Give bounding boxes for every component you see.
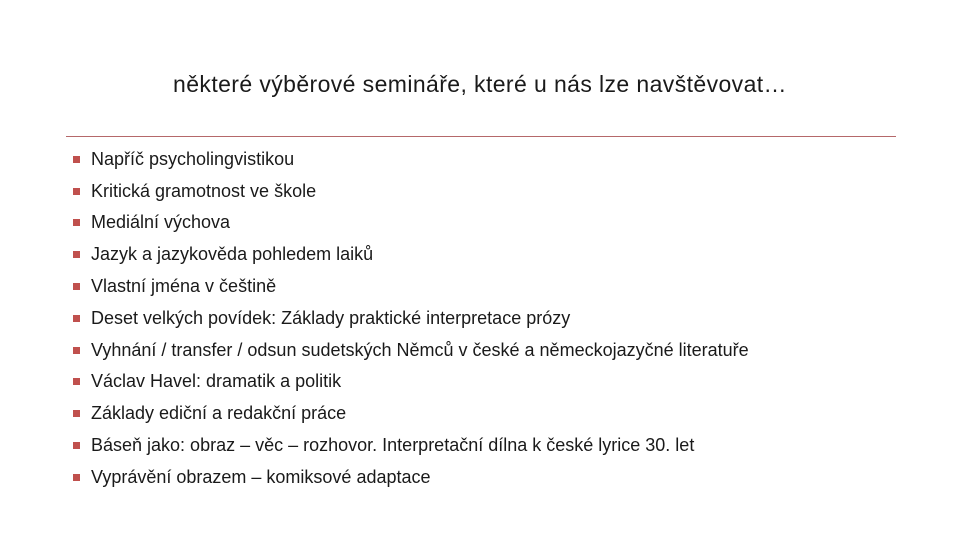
square-bullet-icon [73,283,80,290]
square-bullet-icon [73,378,80,385]
list-item [73,397,749,429]
list-item [73,461,749,493]
list-item-label: Napříč psycholingvistikou [91,148,295,169]
list-item-label: Základy ediční a redakční práce [91,403,347,424]
square-bullet-icon [73,474,80,481]
title-divider [66,136,896,137]
list-item-label: Jazyk a jazykověda pohledem laiků [91,244,374,265]
square-bullet-icon [73,410,80,417]
list-item-label: Báseň jako: obraz – věc – rozhovor. Interpretační dílna k české lyrice 30. let [91,435,695,456]
list-item [73,143,749,175]
square-bullet-icon [73,156,80,163]
square-bullet-icon [73,347,80,354]
list-item-label: Vlastní jména v češtině [91,276,277,297]
list-item [73,429,749,461]
list-item [73,207,749,239]
list-item-label: Vyhnání / transfer / odsun sudetských Němců v české a německojazyčné literatuře [91,339,749,360]
square-bullet-icon [73,219,80,226]
list-item [73,302,749,334]
list-item-label: Kritická gramotnost ve škole [91,180,317,201]
list-item-label: Vyprávění obrazem – komiksové adaptace [91,466,431,487]
slide-title: některé výběrové semináře, které u nás lze navštěvovat… [173,71,787,97]
square-bullet-icon [73,188,80,195]
list-item [73,238,749,270]
list-item [73,270,749,302]
list-item [73,334,749,366]
list-item-label: Mediální výchova [91,212,231,233]
list-item [73,175,749,207]
square-bullet-icon [73,315,80,322]
seminar-list [73,143,749,493]
list-item-label: Deset velkých povídek: Základy praktické interpretace prózy [91,307,571,328]
square-bullet-icon [73,442,80,449]
square-bullet-icon [73,251,80,258]
list-item [73,366,749,398]
list-item-label: Václav Havel: dramatik a politik [91,371,342,392]
